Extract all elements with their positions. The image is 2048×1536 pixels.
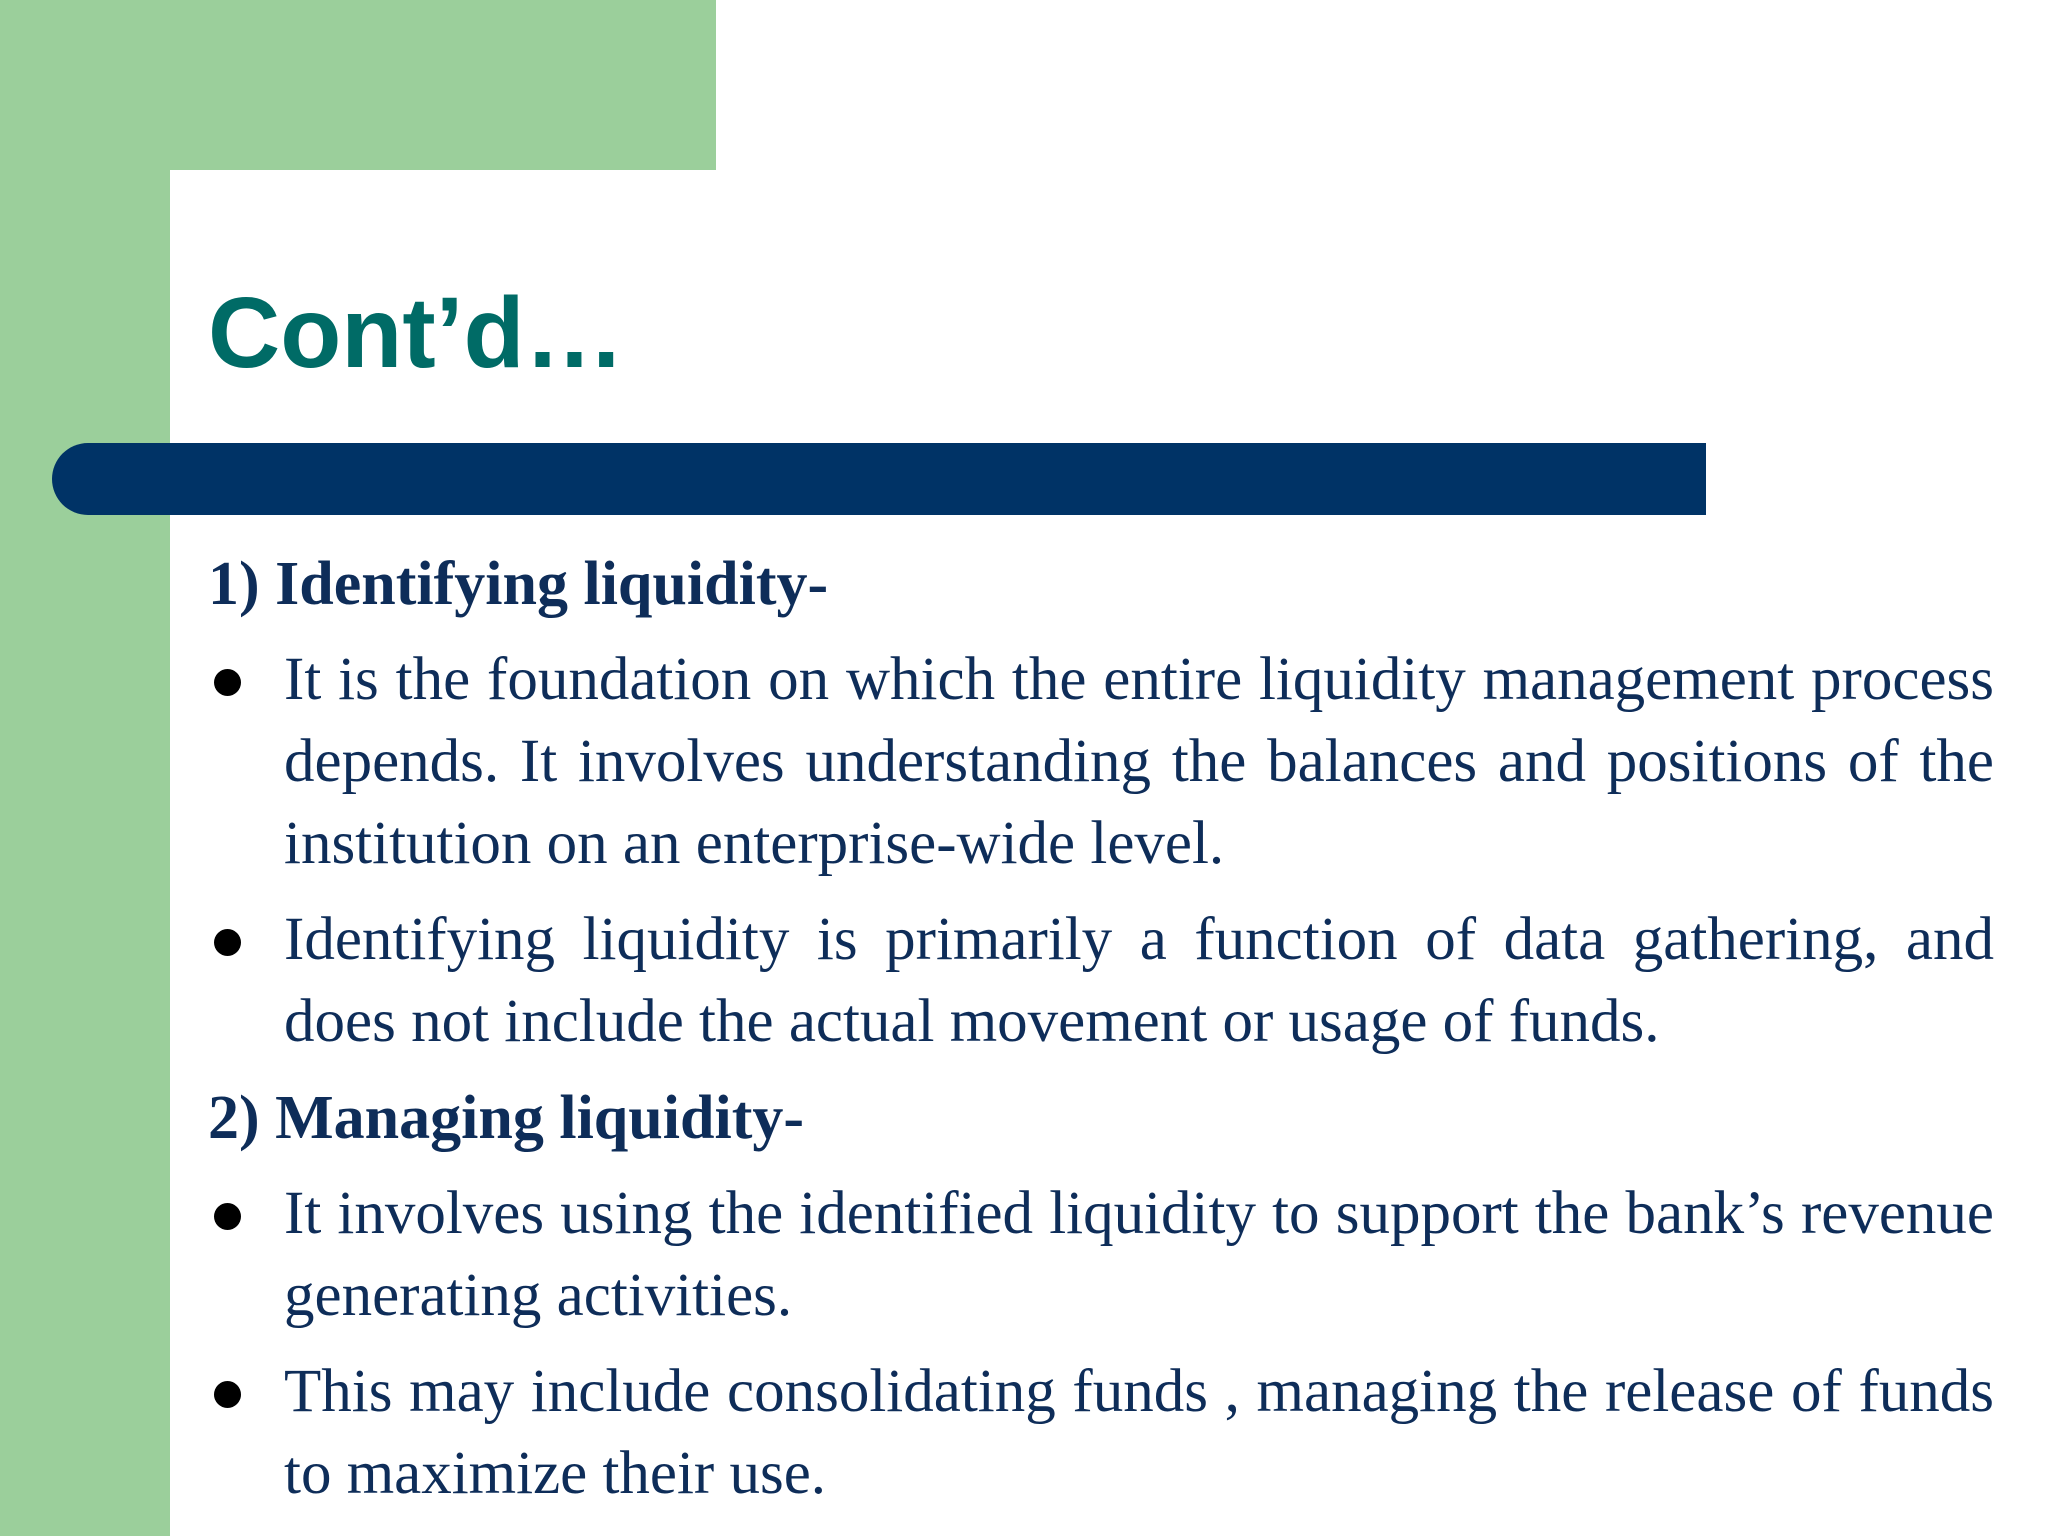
bullet-text: Identifying liquidity is primarily a function of data gathering, and does not include the actual movement or usage of funds. [284,906,1994,1055]
bullet-icon [214,669,241,696]
bullet-text: This may include consolidating funds , managing the release of funds to maximize their use. [284,1358,1994,1507]
section-heading: 1) Identifying liquidity- [208,550,829,618]
bullet-item [208,1351,1994,1515]
bullet-icon [214,929,241,956]
bullet-item [208,899,1994,1063]
bullet-item [208,639,1994,885]
section-identifying-liquidity [208,543,1994,1063]
section-managing-liquidity [208,1077,1994,1515]
bullet-icon [214,1381,241,1408]
slide-title: Cont’d… [208,277,625,389]
title-divider-bar [52,443,1706,515]
bullet-text: It involves using the identified liquidity to support the bank’s revenue generating activities. [284,1180,1994,1329]
slide-body [208,543,1994,1515]
bullet-icon [214,1203,241,1230]
bullet-item [208,1173,1994,1337]
section-heading: 2) Managing liquidity- [208,1084,804,1152]
green-accent-left [0,0,170,1536]
bullet-text: It is the foundation on which the entire liquidity management process depends. It involves understanding the balances and positions of the institution on an enterprise-wide level. [284,646,1994,877]
